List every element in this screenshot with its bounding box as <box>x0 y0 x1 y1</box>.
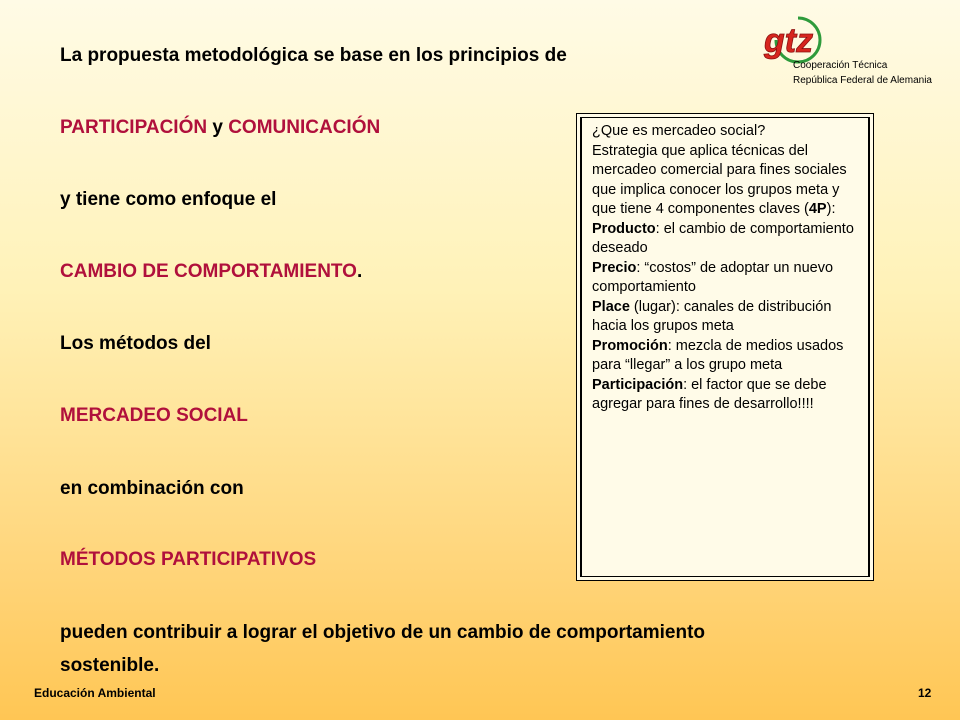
box-item-promotion <box>592 337 860 376</box>
organization-line-2: República Federal de Alemania <box>793 75 932 86</box>
footer-title: Educación Ambiental <box>34 686 156 700</box>
gtz-logo <box>762 14 834 64</box>
box-item-price <box>592 259 860 298</box>
conclusion-line: pueden contribuir a lograr el objetivo de un cambio de comportamiento <box>60 622 706 643</box>
social-marketing-box-content <box>580 117 870 577</box>
participation-keyword: PARTICIPACIÓN <box>60 117 208 138</box>
methods-line: Los métodos del <box>60 333 211 354</box>
box-question: ¿Que es mercadeo social? <box>592 123 766 139</box>
social-marketing-box <box>576 113 874 581</box>
behavior-change-line <box>60 261 362 283</box>
behavior-change-period: . <box>356 261 363 282</box>
logo-text: gtz <box>764 22 814 60</box>
box-item-term: Place <box>592 298 630 315</box>
conclusion-line-end: sostenible. <box>60 655 160 676</box>
box-item-text: : el factor que se debe agregar para fines de desarrollo!!!! <box>592 376 827 412</box>
box-item-place <box>592 298 860 337</box>
social-marketing-keyword: MERCADEO SOCIAL <box>60 405 248 426</box>
participatory-methods-keyword: MÉTODOS PARTICIPATIVOS <box>60 549 317 570</box>
box-item-text: : mezcla de medios usados para “llegar” a los grupo meta <box>592 337 844 373</box>
box-definition-text: Estrategia que aplica técnicas del mercadeo comercial para fines sociales que implica conocer los grupos meta y que tiene 4 componentes claves <box>592 142 847 217</box>
box-definition <box>592 142 860 220</box>
behavior-change-keyword: CAMBIO DE COMPORTAMIENTO <box>60 261 357 282</box>
box-item-text: : el cambio de comportamiento deseado <box>592 220 854 256</box>
four-p-label: 4P <box>808 201 827 217</box>
box-item-text: (lugar): canales de distribución hacia los grupos meta <box>592 298 832 334</box>
focus-line: y tiene como enfoque el <box>60 189 277 210</box>
box-item-term: Precio <box>592 259 637 276</box>
box-item-term: Participación <box>592 376 684 393</box>
communication-keyword: COMUNICACIÓN <box>228 117 381 138</box>
intro-line: La propuesta metodológica se base en los principios de <box>60 45 567 66</box>
box-item-term: Producto <box>592 220 656 237</box>
principles-line <box>60 117 380 139</box>
page-number: 12 <box>918 686 932 700</box>
box-item-text: : “costos” de adoptar un nuevo comportamiento <box>592 259 834 295</box>
combination-line: en combinación con <box>60 478 244 499</box>
box-item-term: Promoción <box>592 337 668 354</box>
box-item-participation <box>592 376 860 415</box>
box-item-product <box>592 220 860 259</box>
four-p-close: ): <box>826 201 836 217</box>
four-p-open: ( <box>804 201 809 217</box>
organization-line-1: Cooperación Técnica <box>793 60 888 71</box>
principles-conjunction: y <box>207 117 229 138</box>
